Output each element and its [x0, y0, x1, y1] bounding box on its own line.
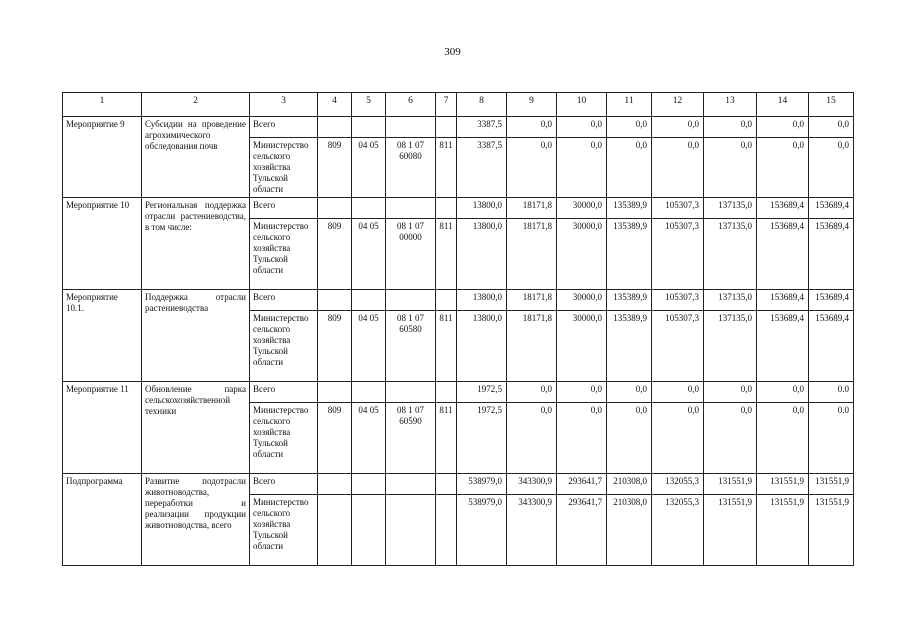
event-name: Обновление парка сельскохозяйственной техники: [142, 382, 250, 474]
value-cell: 0,0: [652, 117, 704, 138]
code-target: [386, 495, 436, 566]
column-header: 12: [652, 93, 704, 117]
value-cell: 0,0: [607, 138, 652, 198]
column-header: 10: [557, 93, 607, 117]
code-section: 04 05: [352, 138, 386, 198]
value-cell: 13800,0: [457, 311, 507, 382]
empty-cell: [436, 382, 457, 403]
value-cell: 293641,7: [557, 474, 607, 495]
value-cell: 18171,8: [507, 198, 557, 219]
value-cell: 137135,0: [704, 198, 757, 219]
code-target: 08 1 07 60580: [386, 311, 436, 382]
code-expense-type: 811: [436, 219, 457, 290]
column-header: 15: [809, 93, 854, 117]
code-target: 08 1 07 00000: [386, 219, 436, 290]
value-cell: 0,0: [607, 403, 652, 474]
empty-cell: [352, 474, 386, 495]
value-cell: 18171,8: [507, 311, 557, 382]
value-cell: 131551,9: [704, 495, 757, 566]
empty-cell: [386, 290, 436, 311]
value-cell: 131551,9: [704, 474, 757, 495]
value-cell: 3387,5: [457, 117, 507, 138]
value-cell: 0,0: [652, 382, 704, 403]
value-cell: 1972,5: [457, 382, 507, 403]
column-header: 5: [352, 93, 386, 117]
value-cell: 153689,4: [809, 311, 854, 382]
code-section: 04 05: [352, 311, 386, 382]
empty-cell: [318, 474, 352, 495]
empty-cell: [436, 290, 457, 311]
value-cell: 0,0: [557, 382, 607, 403]
value-cell: 153689,4: [757, 219, 809, 290]
table-row-total: [63, 198, 854, 219]
value-cell: 131551,9: [757, 495, 809, 566]
code-expense-type: [436, 495, 457, 566]
event-name: Субсидии на проведение агрохимического обследования почв: [142, 117, 250, 198]
table-row-total: [63, 382, 854, 403]
value-cell: 153689,4: [757, 311, 809, 382]
value-cell: 0,0: [507, 117, 557, 138]
code-target: 08 1 07 60590: [386, 403, 436, 474]
ministry-label: Министерство сельского хозяйства Тульской области: [250, 495, 318, 566]
column-header: 3: [250, 93, 318, 117]
value-cell: 0.0: [809, 382, 854, 403]
value-cell: 0,0: [757, 382, 809, 403]
value-cell: 0,0: [757, 138, 809, 198]
code-admin: 809: [318, 403, 352, 474]
column-header: 7: [436, 93, 457, 117]
table-row-total: [63, 474, 854, 495]
column-header: 13: [704, 93, 757, 117]
value-cell: 0,0: [557, 117, 607, 138]
value-cell: 0,0: [809, 138, 854, 198]
value-cell: 13800,0: [457, 219, 507, 290]
total-label: Всего: [250, 198, 318, 219]
empty-cell: [352, 198, 386, 219]
empty-cell: [318, 198, 352, 219]
ministry-label: Министерство сельского хозяйства Тульской области: [250, 219, 318, 290]
table-row-total: [63, 290, 854, 311]
value-cell: 18171,8: [507, 290, 557, 311]
value-cell: 0,0: [557, 403, 607, 474]
event-id: Подпрограмма: [63, 474, 142, 566]
value-cell: 137135,0: [704, 219, 757, 290]
value-cell: 131551,9: [757, 474, 809, 495]
event-name: Поддержка отрасли растениеводства: [142, 290, 250, 382]
empty-cell: [436, 117, 457, 138]
event-id: Мероприятие 10: [63, 198, 142, 290]
value-cell: 293641,7: [557, 495, 607, 566]
total-label: Всего: [250, 290, 318, 311]
empty-cell: [386, 474, 436, 495]
value-cell: 0,0: [557, 138, 607, 198]
value-cell: 3387,5: [457, 138, 507, 198]
value-cell: 343300,9: [507, 474, 557, 495]
value-cell: 153689,4: [757, 198, 809, 219]
event-id: Мероприятие 9: [63, 117, 142, 198]
column-header: 11: [607, 93, 652, 117]
value-cell: 132055,3: [652, 474, 704, 495]
value-cell: 343300,9: [507, 495, 557, 566]
value-cell: 153689,4: [809, 219, 854, 290]
ministry-label: Министерство сельского хозяйства Тульской области: [250, 138, 318, 198]
total-label: Всего: [250, 117, 318, 138]
value-cell: 0,0: [507, 403, 557, 474]
column-header: 4: [318, 93, 352, 117]
value-cell: 135389,9: [607, 219, 652, 290]
event-id: Мероприятие 10.1.: [63, 290, 142, 382]
total-label: Всего: [250, 382, 318, 403]
value-cell: 210308,0: [607, 474, 652, 495]
value-cell: 135389,9: [607, 311, 652, 382]
empty-cell: [436, 474, 457, 495]
header-row: [63, 93, 854, 117]
value-cell: 153689,4: [757, 290, 809, 311]
event-name: Региональная поддержка отрасли растениеводства, в том числе:: [142, 198, 250, 290]
value-cell: 1972,5: [457, 403, 507, 474]
value-cell: 0,0: [507, 138, 557, 198]
value-cell: 137135,0: [704, 311, 757, 382]
page-number: 309: [444, 46, 461, 58]
value-cell: 0,0: [757, 403, 809, 474]
value-cell: 30000,0: [557, 219, 607, 290]
value-cell: 105307,3: [652, 219, 704, 290]
value-cell: 0,0: [704, 117, 757, 138]
value-cell: 153689,4: [809, 198, 854, 219]
empty-cell: [352, 382, 386, 403]
ministry-label: Министерство сельского хозяйства Тульской области: [250, 311, 318, 382]
value-cell: 13800,0: [457, 198, 507, 219]
column-header: 9: [507, 93, 557, 117]
empty-cell: [318, 382, 352, 403]
value-cell: 0,0: [704, 138, 757, 198]
value-cell: 0,0: [607, 117, 652, 138]
empty-cell: [318, 117, 352, 138]
value-cell: 105307,3: [652, 198, 704, 219]
code-admin: 809: [318, 138, 352, 198]
column-header: 14: [757, 93, 809, 117]
value-cell: 0,0: [757, 117, 809, 138]
code-expense-type: 811: [436, 311, 457, 382]
value-cell: 0,0: [652, 403, 704, 474]
value-cell: 538979,0: [457, 495, 507, 566]
value-cell: 105307,3: [652, 311, 704, 382]
empty-cell: [318, 290, 352, 311]
column-header: 1: [63, 93, 142, 117]
code-section: 04 05: [352, 403, 386, 474]
value-cell: 210308,0: [607, 495, 652, 566]
event-id: Мероприятие 11: [63, 382, 142, 474]
value-cell: 30000,0: [557, 198, 607, 219]
table-row-total: [63, 117, 854, 138]
budget-table: [62, 92, 854, 566]
value-cell: 105307,3: [652, 290, 704, 311]
code-admin: 809: [318, 311, 352, 382]
value-cell: 135389,9: [607, 290, 652, 311]
total-label: Всего: [250, 474, 318, 495]
value-cell: 13800,0: [457, 290, 507, 311]
value-cell: 30000,0: [557, 311, 607, 382]
code-section: 04 05: [352, 219, 386, 290]
value-cell: 0,0: [704, 403, 757, 474]
value-cell: 131551,9: [809, 474, 854, 495]
value-cell: 18171,8: [507, 219, 557, 290]
code-expense-type: 811: [436, 403, 457, 474]
value-cell: 0,0: [507, 382, 557, 403]
value-cell: 132055,3: [652, 495, 704, 566]
value-cell: 0.0: [809, 403, 854, 474]
event-name: Развитие подотрасли животноводства, переработки и реализации продукции животноводства, всего: [142, 474, 250, 566]
column-header: 2: [142, 93, 250, 117]
value-cell: 30000,0: [557, 290, 607, 311]
column-header: 8: [457, 93, 507, 117]
empty-cell: [386, 198, 436, 219]
value-cell: 0,0: [704, 382, 757, 403]
code-expense-type: 811: [436, 138, 457, 198]
ministry-label: Министерство сельского хозяйства Тульской области: [250, 403, 318, 474]
code-target: 08 1 07 60080: [386, 138, 436, 198]
empty-cell: [386, 117, 436, 138]
column-header: 6: [386, 93, 436, 117]
empty-cell: [386, 382, 436, 403]
value-cell: 153689,4: [809, 290, 854, 311]
value-cell: 0,0: [607, 382, 652, 403]
value-cell: 0,0: [809, 117, 854, 138]
value-cell: 131551,9: [809, 495, 854, 566]
value-cell: 0,0: [652, 138, 704, 198]
value-cell: 538979,0: [457, 474, 507, 495]
code-admin: [318, 495, 352, 566]
empty-cell: [352, 290, 386, 311]
value-cell: 137135,0: [704, 290, 757, 311]
value-cell: 135389,9: [607, 198, 652, 219]
code-section: [352, 495, 386, 566]
empty-cell: [352, 117, 386, 138]
empty-cell: [436, 198, 457, 219]
code-admin: 809: [318, 219, 352, 290]
